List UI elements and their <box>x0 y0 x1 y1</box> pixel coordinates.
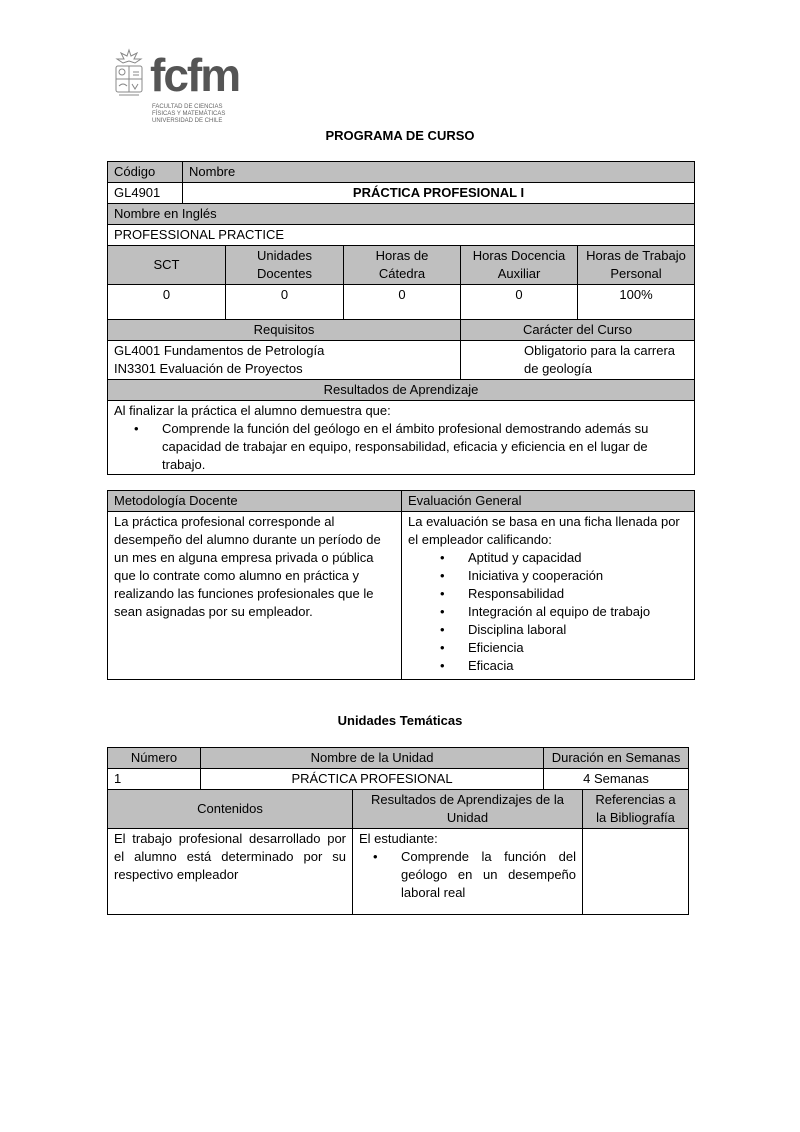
numero-label: Número <box>108 748 201 769</box>
metodologia-evaluacion-table <box>107 490 695 680</box>
codigo-label: Código <box>108 162 183 183</box>
referencias-value <box>583 829 689 915</box>
contenidos-label: Contenidos <box>108 790 353 829</box>
unidades-docentes-value: 0 <box>226 285 344 320</box>
evaluacion-content <box>402 512 695 680</box>
sct-value: 0 <box>108 285 226 320</box>
page-title: PROGRAMA DE CURSO <box>325 128 475 143</box>
resultados-unidad-content <box>353 829 583 915</box>
numero-value: 1 <box>108 769 201 790</box>
resultados-item: • Comprende la función del geólogo en el ámbito profesional demostrando además su capacidad de trabajar en equipo, responsabilidad, eficacia y eficiencia en el lugar de trabajo. <box>162 420 668 474</box>
resultados-unidad-label: Resultados de Aprendizajes de la Unidad <box>353 790 583 829</box>
evaluacion-item: • Eficacia <box>468 657 688 675</box>
ingles-label: Nombre en Inglés <box>108 204 695 225</box>
evaluacion-intro: La evaluación se basa en una ficha llenada por el empleador calificando: <box>408 514 680 547</box>
nombre-value: PRÁCTICA PROFESIONAL I <box>183 183 695 204</box>
evaluacion-label: Evaluación General <box>402 491 695 512</box>
contenidos-text: El trabajo profesional desarrollado por el alumno está determinado por su respectivo empleador <box>108 829 353 915</box>
nombre-label: Nombre <box>183 162 695 183</box>
nombre-unidad-label: Nombre de la Unidad <box>201 748 544 769</box>
resultados-value <box>108 401 695 475</box>
caracter-value: Obligatorio para la carrera de geología <box>461 341 695 380</box>
nombre-unidad-value: PRÁCTICA PROFESIONAL <box>201 769 544 790</box>
evaluacion-item: • Iniciativa y cooperación <box>468 567 688 585</box>
horas-trabajo-personal-value: 100% <box>578 285 695 320</box>
resultados-unidad-intro: El estudiante: <box>359 831 438 846</box>
ingles-value: PROFESSIONAL PRACTICE <box>108 225 695 246</box>
resultados-label: Resultados de Aprendizaje <box>108 380 695 401</box>
codigo-value: GL4901 <box>108 183 183 204</box>
evaluacion-item: • Responsabilidad <box>468 585 688 603</box>
sct-header: SCT <box>108 246 226 285</box>
evaluacion-item: • Aptitud y capacidad <box>468 549 688 567</box>
resultados-unidad-item: • Comprende la función del geólogo en un desempeño laboral real <box>401 848 576 902</box>
logo-sub2: FÍSICAS Y MATEMÁTICAS <box>152 111 226 117</box>
requisitos-label: Requisitos <box>108 320 461 341</box>
evaluacion-item: • Disciplina laboral <box>468 621 688 639</box>
university-seal-icon <box>113 48 145 100</box>
requisitos-value: GL4001 Fundamentos de Petrología IN3301 Evaluación de Proyectos <box>108 341 461 380</box>
unidades-tematicas-title: Unidades Temáticas <box>337 713 463 728</box>
metodologia-label: Metodología Docente <box>108 491 402 512</box>
horas-catedra-header: Horas de Cátedra <box>344 246 461 285</box>
duracion-label: Duración en Semanas <box>544 748 689 769</box>
evaluacion-item: • Eficiencia <box>468 639 688 657</box>
horas-trabajo-personal-header: Horas de Trabajo Personal <box>578 246 695 285</box>
caracter-label: Carácter del Curso <box>461 320 695 341</box>
unidades-docentes-header: Unidades Docentes <box>226 246 344 285</box>
horas-docencia-auxiliar-header: Horas Docencia Auxiliar <box>461 246 578 285</box>
duracion-value: 4 Semanas <box>544 769 689 790</box>
metodologia-text: La práctica profesional corresponde al desempeño del alumno durante un período de un mes en alguna empresa privada o pública que lo contrate como alumno en práctica y realizando las funciones profesionales que le sean asignadas por su empleador. <box>108 512 402 680</box>
resultados-intro: Al finalizar la práctica el alumno demuestra que: <box>114 403 391 418</box>
logo-sub3: UNIVERSIDAD DE CHILE <box>152 118 223 124</box>
referencias-label: Referencias a la Bibliografía <box>583 790 689 829</box>
logo-sub1: FACULTAD DE CIENCIAS <box>152 104 223 110</box>
evaluacion-item: • Integración al equipo de trabajo <box>468 603 688 621</box>
course-info-table <box>107 161 695 475</box>
unidades-table <box>107 747 689 915</box>
horas-docencia-auxiliar-value: 0 <box>461 285 578 320</box>
logo-text: fcfm <box>150 49 240 101</box>
horas-catedra-value: 0 <box>344 285 461 320</box>
